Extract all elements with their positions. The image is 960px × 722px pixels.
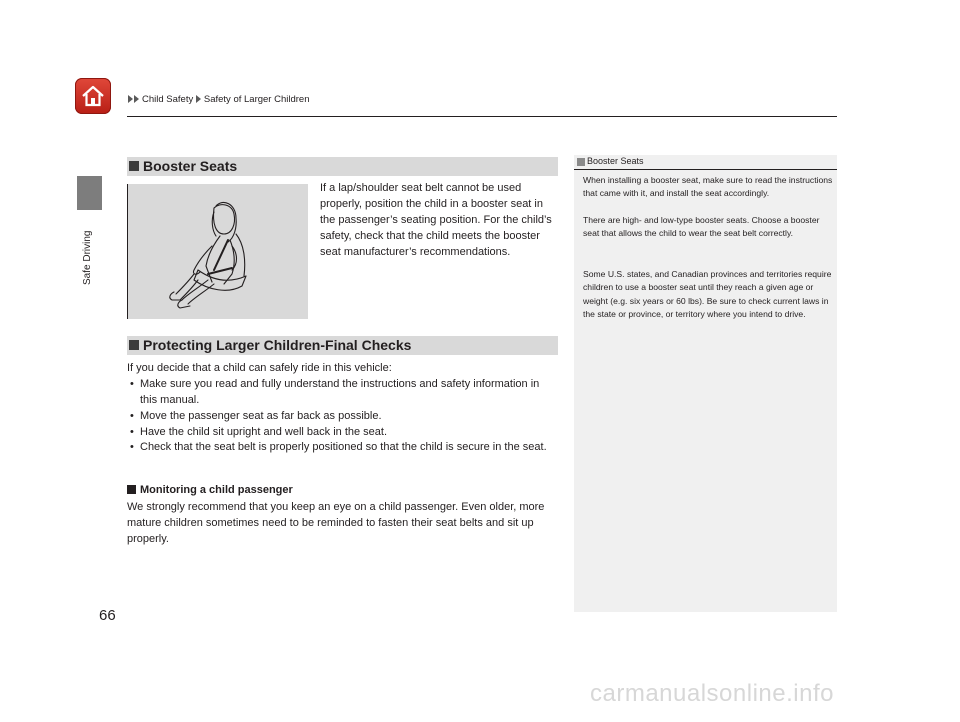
list-item [127,376,557,408]
watermark-text: carmanualsonline.info [590,680,834,707]
arrow-right-icon [128,95,133,103]
bullet-dot: • [130,378,134,390]
booster-seat-intro-text: If a lap/shoulder seat belt cannot be used properly, position the child in a booster seat in the passenger’s seating position. For the child’s safety, check that the child meets the booster seat manufacturer’s recommendations. [320,182,552,258]
bullet-dot: • [130,410,134,422]
note-marker-icon [577,158,585,166]
breadcrumb-child-safety[interactable]: Child Safety [142,94,194,105]
section-title: Booster Seats [143,158,238,174]
child-booster-seat-illustration [127,184,308,319]
list-item-text: Check that the seat belt is properly positioned so that the child is secure in the seat. [140,441,547,453]
square-bullet-icon [127,485,136,494]
arrow-right-icon [134,95,139,103]
breadcrumb [128,94,310,105]
side-note-paragraph: When installing a booster seat, make sure to read the instructions that came with it, and install the seat accordingly. [583,175,833,199]
list-item-text: Have the child sit upright and well back in the seat. [140,426,388,438]
arrow-right-icon [196,95,201,103]
header-divider [127,116,837,117]
bullet-dot: • [130,426,134,438]
section-header-booster-seats [127,157,558,176]
home-button[interactable] [75,78,111,114]
monitoring-title: Monitoring a child passenger [140,484,293,496]
side-note-panel [574,155,837,612]
home-icon [80,83,106,109]
list-item [127,408,557,424]
final-checks-intro: If you decide that a child can safely ride in this vehicle: [127,362,392,374]
side-note-paragraph: Some U.S. states, and Canadian provinces and territories require children to use a booster seat until they reach a given age or weight (e.g. six years or 60 lbs). Be sure to check current laws in the state or province, or territory where you intend to drive. [583,269,832,320]
list-item-text: Make sure you read and fully understand the instructions and safety information in this manual. [140,378,540,406]
list-item [127,439,557,455]
list-item [127,424,557,440]
section-header-final-checks [127,336,558,355]
monitoring-heading [127,484,293,496]
page-number: 66 [99,607,116,624]
side-note-paragraph: There are high- and low-type booster seats. Choose a booster seat that allows the child to wear the seat belt correctly. [583,215,820,239]
monitoring-body-text: We strongly recommend that you keep an eye on a child passenger. Even older, more mature children sometimes need to be reminded to fasten their seat belts and sit up properly. [127,501,545,545]
chapter-tab-marker[interactable] [77,176,102,210]
square-bullet-icon [129,161,139,171]
side-note-title: Booster Seats [587,156,644,166]
side-note-header [574,155,837,170]
list-item-text: Move the passenger seat as far back as possible. [140,410,382,422]
chapter-label: Safe Driving [82,230,93,285]
bullet-dot: • [130,441,134,453]
breadcrumb-safety-of-larger-children[interactable]: Safety of Larger Children [203,94,310,105]
section-title: Protecting Larger Children-Final Checks [143,337,412,353]
square-bullet-icon [129,340,139,350]
